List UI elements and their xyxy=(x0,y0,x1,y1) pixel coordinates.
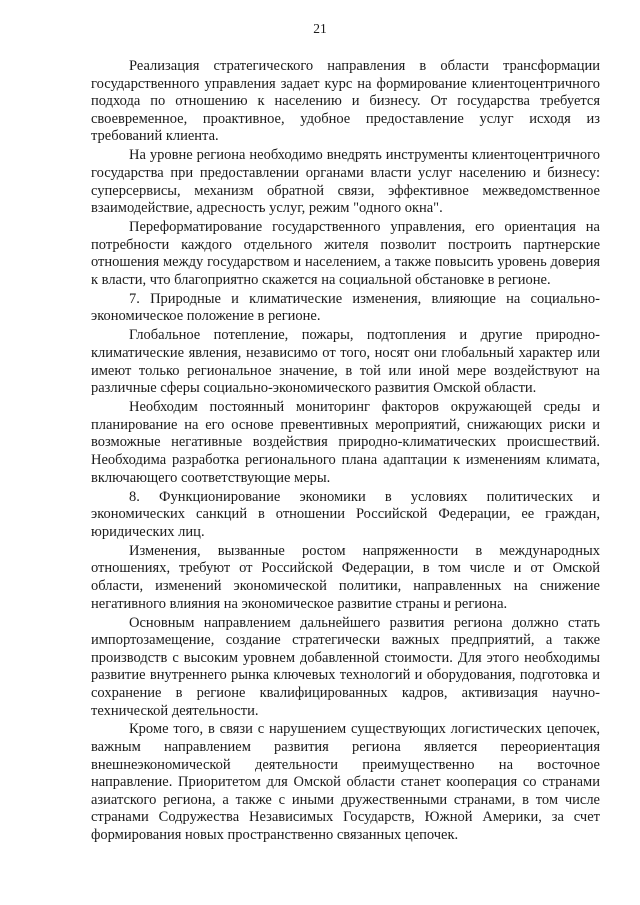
paragraph-government-reformatting: Переформатирование государственного управления, его ориентация на потребности каждого отдельного жителя позволит построить партнерские отношения между государством и населением, а также повысить уровень доверия к власти, что благоприятно скажется на социальной обстановке в регионе. xyxy=(91,219,600,288)
page-number: 21 xyxy=(313,21,327,36)
paragraph-regional-tools: На уровне региона необходимо внедрять инструменты клиентоцентричного государства при предоставлении органами власти услуг населению и бизнесу: суперсервисы, механизм обратной связи, эффективное межведомственное взаимодействие, адресность услуг, режим "одного окна". xyxy=(91,147,600,217)
paragraph-import-substitution: Основным направлением дальнейшего развития региона должно стать импортозамещение, создание стратегически важных предприятий, а также производств с высоким уровнем добавленной стоимости. Для этого необходимы развитие внутреннего рынка ключевых технологий и оборудования, подготовка и сохранение в регионе квалифицированных кадров, активизация научно-технической деятельности. xyxy=(91,614,600,719)
section-heading-climate-changes: 7. Природные и климатические изменения, влияющие на социально-экономическое положение в регионе. xyxy=(91,290,600,325)
paragraph-client-centric-approach: Реализация стратегического направления в области трансформации государственного управления задает курс на формирование клиентоцентричного подхода по отношению к населению и бизнесу. От государства требуется своевременное, проактивное, удобное предоставление услуг исходя из требований клиента. xyxy=(91,58,600,145)
document-body xyxy=(91,58,600,846)
paragraph-logistics-reorientation: Кроме того, в связи с нарушением существующих логистических цепочек, важным направлением развития региона является переориентация внешнеэкономической деятельности преимущественно на восточное направление. Приоритетом для Омской области станет кооперация со странами азиатского региона, а также с иными дружественными странами, в том числе странами Содружества Независимых Государств, Южной Америки, за счет формирования новых пространственно связанных цепочек. xyxy=(91,721,600,844)
paragraph-environmental-monitoring: Необходим постоянный мониторинг факторов окружающей среды и планирование на его основе превентивных мероприятий, снижающих риски и возможные негативные воздействия природно-климатических происшествий. Необходима разработка регионального плана адаптации к изменениям климата, включающего соответствующие меры. xyxy=(91,399,600,486)
paragraph-global-warming: Глобальное потепление, пожары, подтопления и другие природно-климатические явления, независимо от того, носят они глобальный характер или имеют только региональное значение, в той или иной мере воздействуют на различные сферы социально-экономического развития Омской области. xyxy=(91,327,600,397)
section-heading-sanctions: 8. Функционирование экономики в условиях политических и экономических санкций в отношении Российской Федерации, ее граждан, юридических лиц. xyxy=(91,488,600,540)
paragraph-international-tensions: Изменения, вызванные ростом напряженности в международных отношениях, требуют от Российской Федерации, в том числе и от Омской области, изменений экономической политики, направленных на снижение негативного влияния на экономическое развитие страны и региона. xyxy=(91,542,600,612)
